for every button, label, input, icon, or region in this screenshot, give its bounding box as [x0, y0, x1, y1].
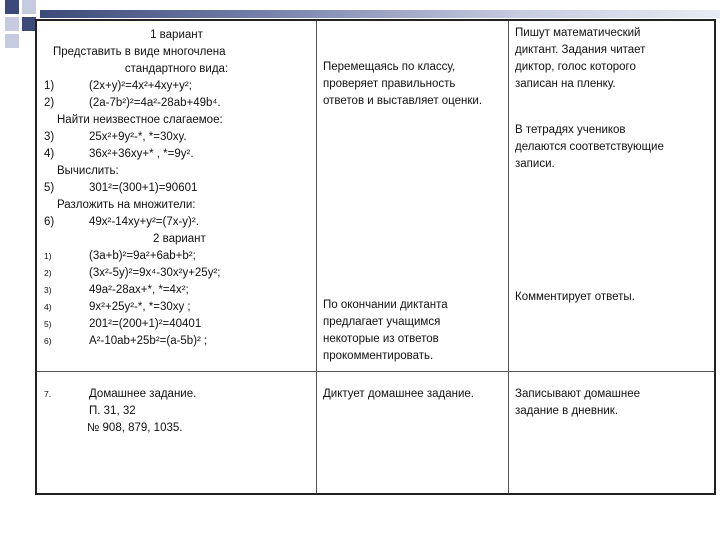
students-note-1: Пишут математический диктант. Задания читает диктор, голос которого записан на пленку. [515, 27, 646, 90]
task-item: 6) A²-10ab+25b²=(a-5b)² ; [44, 335, 208, 347]
homework-paragraph: П. 31, 32 [89, 405, 136, 417]
teacher-note-1: Перемещаясь по классу, проверяет правильность ответов и выставляет оценки. [323, 61, 483, 107]
lesson-plan-table [35, 19, 716, 495]
students-note-3: Комментирует ответы. [515, 291, 635, 303]
task-item: 4) 36x²+36xy+* , *=9y². [44, 148, 194, 160]
variant1-intro-line1: Представить в виде многочлена [53, 46, 226, 58]
teacher-note-2: По окончании диктанта предлагает учащимся некоторые из ответов прокомментировать. [323, 299, 448, 362]
teacher-column [317, 20, 509, 372]
students-column [509, 20, 716, 372]
task-item: 5) 201²=(200+1)²=40401 [44, 318, 202, 330]
decor-square-3 [5, 17, 19, 31]
variant1-intro-line2: стандартного вида: [124, 63, 229, 75]
students-homework-cell [509, 372, 716, 495]
task-item: 3) 25x²+9y²-*, *=30xy. [44, 131, 187, 143]
section-heading: Вычислить: [57, 165, 119, 177]
task-item: 1) (2x+y)²=4x²+4xy+y²; [44, 80, 192, 92]
variant2-title: 2 вариант [153, 233, 206, 245]
task-item: 3) 49a²-28ax+*, *=4x²; [44, 284, 189, 296]
task-item: 1) (3a+b)²=9a²+6ab+b²; [44, 250, 196, 262]
homework-item: 7. Домашнее задание. [44, 388, 197, 400]
students-note-2: В тетрадях учеников делаются соответствующие записи. [515, 124, 664, 170]
task-item: 4) 9x²+25y²-*, *=30xy ; [44, 301, 191, 313]
homework-cell [36, 372, 317, 495]
students-note-4: Записывают домашнее задание в дневник. [515, 388, 640, 417]
teacher-note-3: Диктует домашнее задание. [323, 388, 474, 400]
task-item: 2) (2a-7b²)²=4a²-28ab+49b⁴. [44, 97, 221, 109]
section-heading: Разложить на множители: [57, 199, 196, 211]
task-item: 5) 301²=(300+1)=90601 [44, 182, 198, 194]
decor-top-bar [40, 10, 720, 18]
task-item: 6) 49x²-14xy+y²=(7x-y)². [44, 216, 199, 228]
decor-square-5 [5, 34, 19, 48]
variant1-title: 1 вариант [150, 29, 203, 41]
task-item: 2) (3x²-5y)²=9x⁴-30x²y+25y²; [44, 267, 221, 279]
section-heading: Найти неизвестное слагаемое: [57, 114, 223, 126]
decor-square-4 [22, 17, 36, 31]
homework-tasks: № 908, 879, 1035. [87, 422, 183, 434]
tasks-column [36, 20, 317, 372]
decor-square-1 [5, 0, 19, 14]
teacher-homework-cell [317, 372, 509, 495]
decor-square-2 [22, 0, 36, 14]
